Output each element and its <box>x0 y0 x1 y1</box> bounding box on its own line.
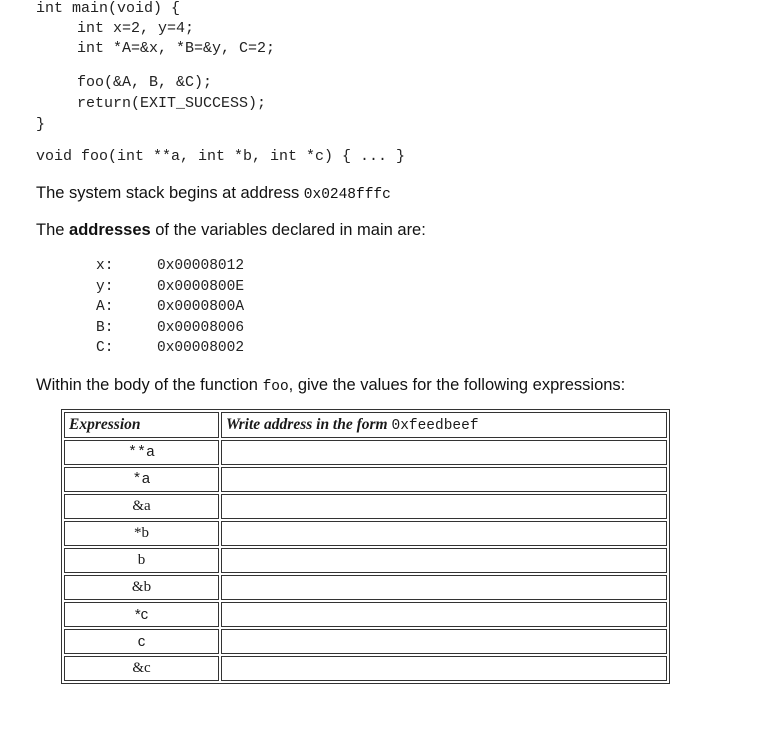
table-row <box>64 602 667 627</box>
expression-cell: c <box>64 629 219 654</box>
code-closing-brace: } <box>36 116 46 133</box>
header-expression-cell <box>64 412 219 438</box>
variable-address: 0x00008006 <box>157 320 245 336</box>
expression-cell: **a <box>64 440 219 465</box>
table-row <box>64 440 667 465</box>
stack-start-prefix: The system stack begins at address <box>36 184 304 202</box>
table-row <box>64 656 667 681</box>
variable-name: y: <box>96 279 114 295</box>
code-declaration-2: int *A=&x, *B=&y, C=2; <box>77 40 276 57</box>
variable-row <box>96 339 244 357</box>
question-sentence <box>36 375 625 397</box>
variable-name: C: <box>96 340 114 356</box>
table-row <box>64 548 667 573</box>
answer-cell[interactable] <box>221 629 667 654</box>
expression-cell: *b <box>64 521 219 546</box>
table-row <box>64 494 667 519</box>
stack-start-address: 0x0248fffc <box>303 187 391 203</box>
variable-address: 0x0000800A <box>157 299 245 315</box>
answer-cell[interactable] <box>221 656 667 681</box>
table-row <box>64 521 667 546</box>
code-foo-call: foo(&A, B, &C); <box>77 74 213 91</box>
expression-cell: b <box>64 548 219 573</box>
question-prefix: Within the body of the function <box>36 376 263 394</box>
addresses-bold: addresses <box>69 221 151 239</box>
stack-start-sentence <box>36 183 391 205</box>
variable-row <box>96 319 244 337</box>
code-return: return(EXIT_SUCCESS); <box>77 95 267 112</box>
variable-row <box>96 298 244 316</box>
answer-cell[interactable] <box>221 494 667 519</box>
table-row <box>64 575 667 600</box>
table-row <box>64 467 667 492</box>
addresses-suffix: of the variables declared in main are: <box>150 221 426 239</box>
expression-cell: &c <box>64 656 219 681</box>
header-answer-label: Write address in the form <box>226 416 392 433</box>
question-suffix: , give the values for the following expressions: <box>288 376 626 394</box>
variable-name: B: <box>96 320 114 336</box>
expression-cell: &a <box>64 494 219 519</box>
variable-row <box>96 257 244 275</box>
variable-address: 0x00008012 <box>157 258 245 274</box>
variable-row <box>96 278 244 296</box>
header-answer-cell <box>221 412 667 438</box>
answer-cell[interactable] <box>221 467 667 492</box>
expression-cell: *a <box>64 467 219 492</box>
answer-cell[interactable] <box>221 548 667 573</box>
variable-name: x: <box>96 258 114 274</box>
addresses-prefix: The <box>36 221 70 239</box>
expression-cell: &b <box>64 575 219 600</box>
variable-name: A: <box>96 299 114 315</box>
variable-address: 0x00008002 <box>157 340 245 356</box>
addresses-sentence <box>36 220 426 240</box>
code-main-signature: int main(void) { <box>36 0 181 17</box>
question-function-name: foo <box>262 379 289 395</box>
header-answer-format: 0xfeedbeef <box>391 418 479 434</box>
expression-cell: *c <box>64 602 219 627</box>
table-header-row <box>64 412 667 438</box>
answer-cell[interactable] <box>221 521 667 546</box>
answer-cell[interactable] <box>221 440 667 465</box>
expression-table <box>61 409 670 684</box>
header-expression-label: Expression <box>69 416 141 433</box>
answer-cell[interactable] <box>221 602 667 627</box>
table-row <box>64 629 667 654</box>
code-declaration-1: int x=2, y=4; <box>77 20 195 37</box>
answer-cell[interactable] <box>221 575 667 600</box>
code-foo-signature: void foo(int **a, int *b, int *c) { ... } <box>36 148 406 165</box>
variable-address: 0x0000800E <box>157 279 245 295</box>
